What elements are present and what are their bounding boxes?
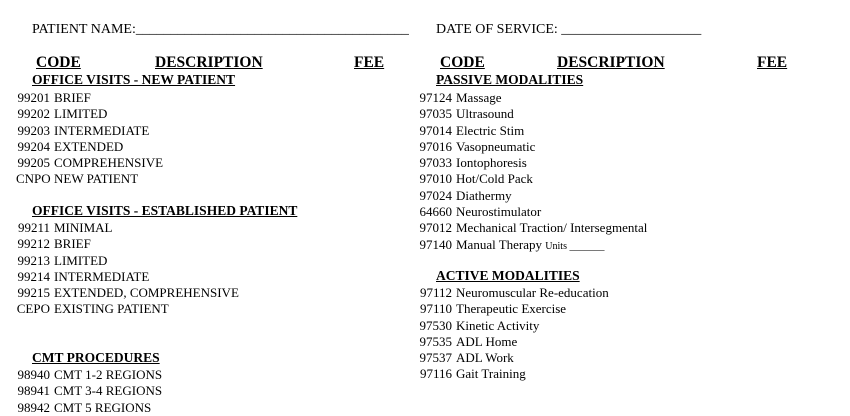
list-item	[418, 285, 609, 301]
item-desc: Gait Training	[456, 366, 526, 382]
item-code: 97110	[419, 301, 452, 317]
list-item	[16, 269, 239, 285]
item-desc: INTERMEDIATE	[54, 268, 150, 284]
list-item	[418, 366, 609, 382]
item-code: 97112	[419, 285, 452, 300]
right-code-header: CODE	[440, 54, 485, 71]
item-code: 97033	[419, 155, 452, 171]
item-code: 99212	[17, 236, 50, 252]
item-desc: COMPREHENSIVE	[54, 155, 164, 171]
list-item	[418, 301, 609, 317]
item-desc: ADL Home	[456, 333, 518, 349]
item-desc: EXTENDED	[54, 138, 124, 154]
item-desc: BRIEF	[54, 236, 91, 252]
list-item	[16, 253, 239, 269]
item-desc: CMT 3-4 REGIONS	[54, 383, 163, 399]
item-code: 64660	[419, 204, 452, 220]
item-code: 97140	[419, 236, 452, 252]
item-code: 97016	[419, 138, 452, 154]
item-code: 99214	[17, 268, 50, 284]
item-desc: Diathermy	[456, 187, 512, 203]
item-desc: Ultrasound	[456, 106, 514, 122]
list-item	[16, 236, 239, 252]
list-item	[16, 301, 239, 317]
office-established-title: OFFICE VISITS - ESTABLISHED PATIENT	[32, 203, 298, 218]
list-item	[16, 285, 239, 301]
office-established-list	[16, 220, 239, 318]
patient-name-field[interactable]: PATIENT NAME:_______________________________________	[32, 22, 409, 37]
item-desc: Iontophoresis	[456, 155, 527, 171]
item-desc: LIMITED	[54, 106, 108, 122]
list-item	[418, 106, 647, 122]
cmt-title: CMT PROCEDURES	[32, 350, 160, 365]
list-item	[16, 383, 162, 399]
list-item	[418, 334, 609, 350]
left-fee-header: FEE	[354, 54, 385, 71]
item-desc: BRIEF	[54, 90, 91, 105]
item-code: 99213	[17, 252, 50, 268]
list-item	[418, 350, 609, 366]
item-code: 97537	[419, 350, 452, 366]
item-desc: EXISTING PATIENT	[54, 301, 169, 317]
item-code: 97530	[419, 317, 452, 333]
list-item	[16, 123, 163, 139]
list-item	[418, 188, 647, 204]
right-description-header: DESCRIPTION	[557, 54, 665, 71]
list-item	[16, 367, 162, 383]
list-item	[418, 220, 647, 236]
item-desc: INTERMEDIATE	[54, 122, 150, 138]
item-desc: Therapeutic Exercise	[456, 301, 567, 317]
item-desc: Massage	[456, 90, 502, 105]
list-item	[418, 139, 647, 155]
item-code: 99204	[17, 138, 50, 154]
list-item	[16, 171, 163, 187]
units-field[interactable]: Units _______	[545, 240, 605, 252]
item-code: CEPO	[16, 301, 50, 317]
list-item	[418, 90, 647, 106]
item-code: CNPO	[16, 171, 51, 187]
item-code: 98941	[17, 383, 50, 399]
list-item	[16, 220, 239, 236]
passive-list	[418, 90, 647, 255]
active-list	[418, 285, 609, 383]
right-fee-header: FEE	[757, 54, 788, 71]
list-item	[418, 171, 647, 187]
passive-title: PASSIVE MODALITIES	[436, 72, 584, 87]
office-new-title: OFFICE VISITS - NEW PATIENT	[32, 72, 236, 87]
item-code: 97024	[419, 187, 452, 203]
list-item	[16, 106, 163, 122]
item-desc: CMT 5 REGIONS	[54, 399, 152, 415]
item-desc: Electric Stim	[456, 122, 525, 138]
list-item	[418, 123, 647, 139]
item-code: 97116	[419, 366, 452, 382]
item-desc: Hot/Cold Pack	[456, 171, 533, 187]
active-title: ACTIVE MODALITIES	[436, 268, 580, 283]
item-desc: Mechanical Traction/ Intersegmental	[456, 220, 648, 236]
list-item	[418, 318, 609, 334]
item-code: 99202	[17, 106, 50, 122]
item-code: 97014	[419, 122, 452, 138]
item-desc: Manual Therapy	[456, 236, 543, 252]
list-item	[16, 400, 162, 416]
item-desc: Neurostimulator	[456, 204, 542, 220]
item-code: 97035	[419, 106, 452, 122]
list-item	[418, 237, 647, 255]
item-desc: LIMITED	[54, 252, 108, 268]
item-desc: Vasopneumatic	[456, 138, 536, 154]
office-new-list	[16, 90, 163, 188]
item-code: 97535	[419, 333, 452, 349]
item-desc: MINIMAL	[54, 220, 113, 235]
cmt-list	[16, 367, 162, 416]
item-code: 99205	[17, 155, 50, 171]
item-code: 98942	[17, 399, 50, 415]
left-description-header: DESCRIPTION	[155, 54, 263, 71]
item-desc: ADL Work	[456, 350, 514, 366]
item-desc: CMT 1-2 REGIONS	[54, 367, 163, 382]
item-code: 99211	[17, 220, 50, 235]
item-code: 97012	[419, 220, 452, 236]
date-of-service-field[interactable]: DATE OF SERVICE: ____________________	[436, 22, 702, 37]
item-desc: Neuromuscular Re-education	[456, 285, 609, 300]
item-code: 98940	[17, 367, 50, 382]
item-code: 99215	[17, 285, 50, 301]
list-item	[418, 155, 647, 171]
item-desc: NEW PATIENT	[54, 171, 139, 187]
left-code-header: CODE	[36, 54, 81, 71]
item-code: 97124	[419, 90, 452, 105]
item-desc: Kinetic Activity	[456, 317, 540, 333]
item-code: 99203	[17, 122, 50, 138]
item-code: 97010	[419, 171, 452, 187]
item-code: 99201	[17, 90, 50, 105]
item-desc: EXTENDED, COMPREHENSIVE	[54, 285, 239, 301]
list-item	[16, 139, 163, 155]
list-item	[418, 204, 647, 220]
list-item	[16, 155, 163, 171]
list-item	[16, 90, 163, 106]
